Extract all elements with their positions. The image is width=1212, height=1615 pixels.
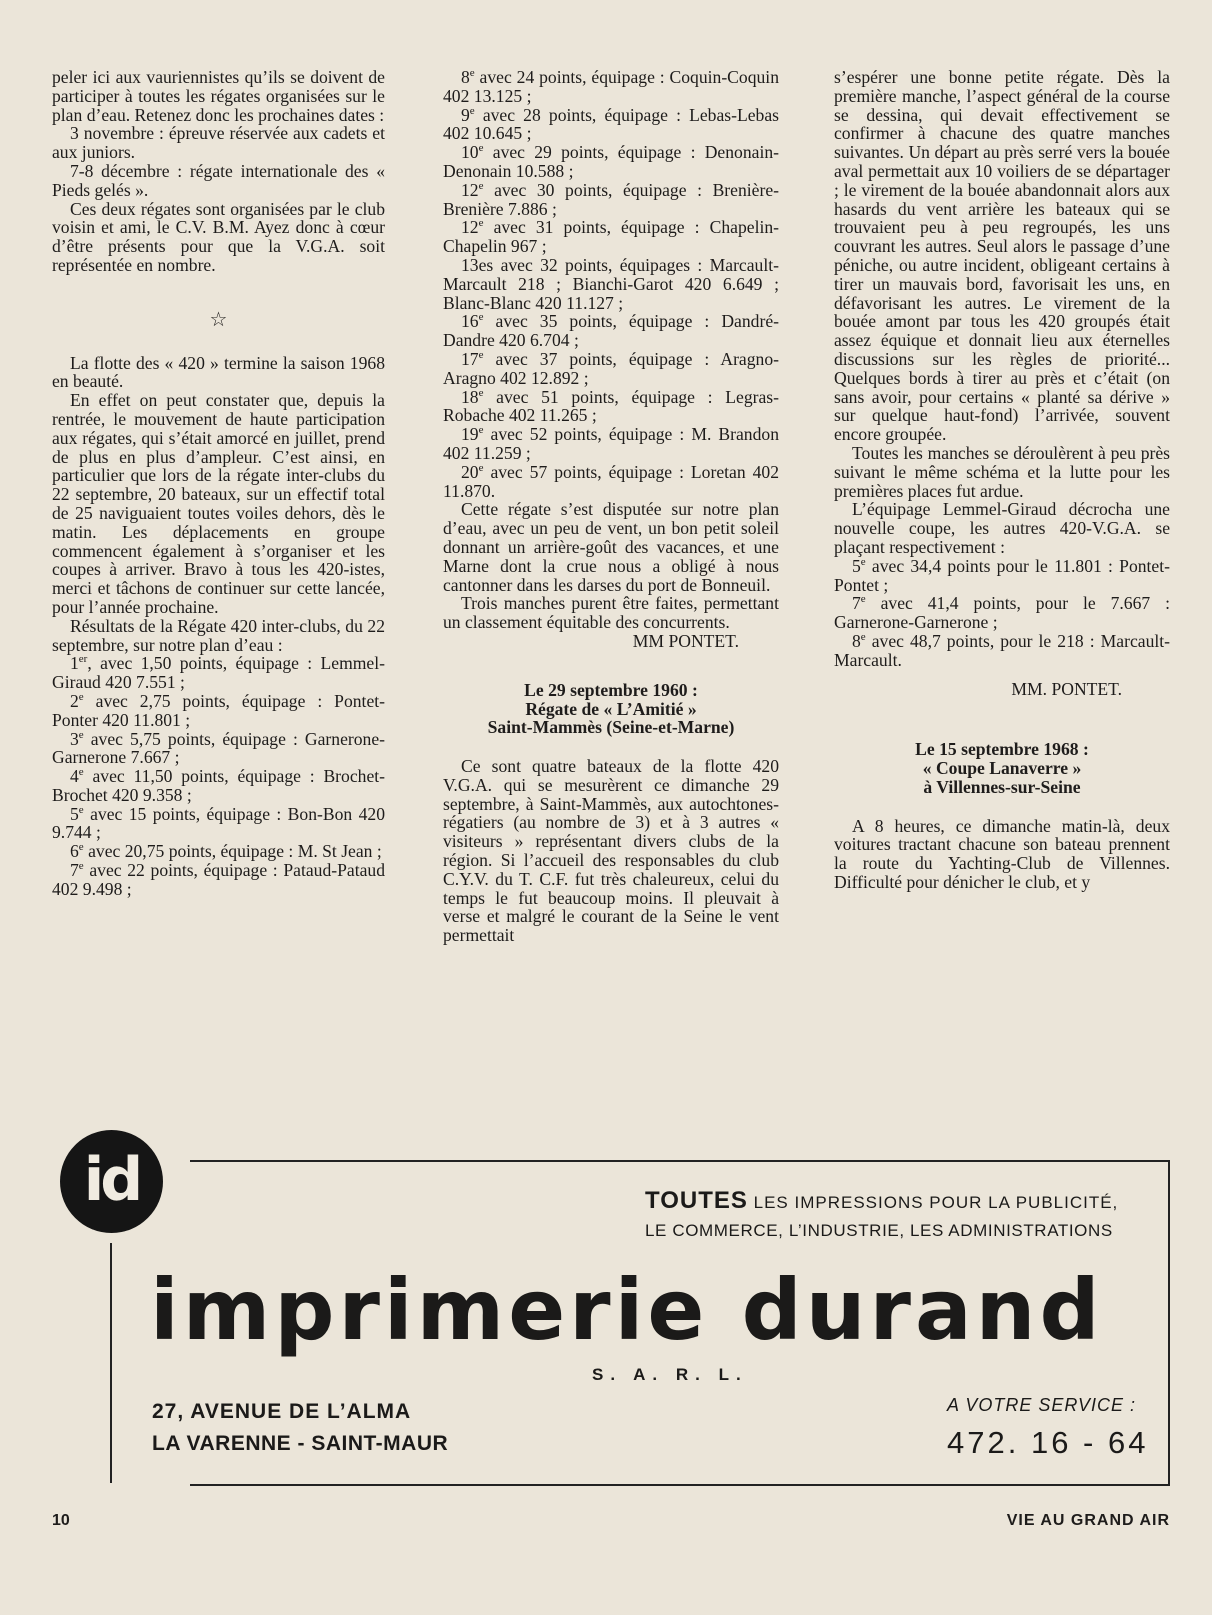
heading-line: « Coupe Lanaverre » — [922, 758, 1082, 779]
result-rank-suffix: e — [78, 803, 84, 816]
result-rank-suffix: e — [478, 179, 484, 192]
result-entry — [443, 143, 779, 181]
result-text: avec 22 points, équipage : Pataud-Pataud 402 9.498 ; — [52, 860, 385, 899]
article-column-3 — [834, 68, 1170, 892]
result-rank: 8 — [461, 67, 470, 87]
results-list — [443, 68, 779, 500]
page-number: 10 — [52, 1512, 70, 1529]
ad-tagline-strong: TOUTES — [645, 1187, 748, 1214]
company-type: S. A. R. L. — [592, 1365, 748, 1384]
result-rank-suffix: e — [78, 860, 84, 873]
paragraph: s’espérer une bonne petite régate. Dès la première manche, l’aspect général de la course se dessina, qui devait effectivement se confirmer à chacune des quatre manches suivantes. Un départ au près serré vers la bouée aval permettait aux 10 voiliers de se départager ; le virement de la bouée abandonnait alors aux hasards du vent arrière les bateaux qui se trouvaient peu à peu regroupés, les uns couvrant les autres. Seul alors le passage d’une péniche, ou autre incident, obligeant certains à tirer un mauvais bord, favorisait les uns, en défavorisant les autres. Le virement de la bouée amont par tous les 420 groupés était assez équique et donnait lieu aux éternelles discussions sur les règles de priorité... Quelques bords à tirer au près et c’était (on sans avoir, pour certains « planté sa dérive » sur quelque haut-fond) l’arrivée, souvent encore groupée. — [834, 67, 1170, 445]
heading-line: Le 29 septembre 1960 : — [524, 679, 698, 700]
result-text: avec 31 points, équipage : Chapelin-Chapelin 967 ; — [443, 217, 779, 257]
result-entry — [443, 350, 779, 388]
result-rank: 13es — [461, 254, 494, 275]
heading-line: Le 15 septembre 1968 : — [915, 739, 1089, 760]
result-rank: 5 — [852, 555, 861, 576]
result-rank: 1 — [70, 653, 79, 674]
paragraph: Ces deux régates sont organisées par le club voisin et ami, le C.V. B.M. Ayez donc à cœur d’être présents pour que la V.G.A. soit représentée en nombre. — [52, 198, 385, 275]
result-entry — [443, 388, 779, 426]
result-entry — [52, 767, 385, 805]
service-label: A VOTRE SERVICE : — [947, 1395, 1137, 1415]
result-entry — [443, 106, 779, 144]
paragraph: Ce sont quatre bateaux de la flotte 420 V.G.A. qui se mesurèrent ce dimanche 29 septembre, à Saint-Mammès, aux autochtones-régatiers (au nombre de 3) et à 3 autres « visiteurs » représentant divers clubs de la région. Si l’accueil des responsables du club C.Y.V. du T. C.F. fut très chaleureux, celui du temps le fut beaucoup moins. Il pleuvait à verse et malgré le courant de la Seine le vent permettait — [443, 756, 779, 946]
result-text: avec 20,75 points, équipage : M. St Jean ; — [83, 841, 382, 862]
result-rank: 12 — [461, 217, 479, 238]
result-rank: 3 — [70, 728, 79, 749]
result-rank-suffix: e — [478, 424, 484, 437]
result-rank-suffix: e — [78, 691, 84, 704]
result-text: avec 35 points, équipage : Dandré-Dandre 420 6.704 ; — [443, 311, 779, 351]
section-heading — [834, 740, 1170, 796]
ad-tagline-2: LE COMMERCE, L’INDUSTRIE, LES ADMINISTRATIONS — [645, 1221, 1113, 1240]
paragraph: 3 novembre : épreuve réservée aux cadets et aux juniors. — [52, 123, 385, 163]
paragraph: 7-8 décembre : régate internationale des « Pieds gelés ». — [52, 160, 385, 200]
paragraph: Trois manches purent être faites, permettant un classement équitable des concurrents. — [443, 593, 779, 633]
result-rank: 20 — [461, 461, 479, 482]
section-heading — [443, 681, 779, 737]
result-rank: 17 — [461, 348, 479, 369]
result-text: avec 57 points, équipage : Loretan 402 11.870. — [443, 461, 779, 501]
result-rank: 5 — [70, 803, 79, 824]
result-rank: 7 — [70, 860, 79, 881]
result-entry — [52, 842, 385, 861]
result-rank-suffix: e — [78, 728, 84, 741]
result-rank-suffix: e — [78, 841, 84, 854]
results-list — [52, 654, 385, 898]
result-rank: 12 — [461, 179, 479, 200]
result-text: avec 30 points, équipage : Brenière-Brenière 7.886 ; — [443, 179, 779, 219]
result-rank: 2 — [70, 690, 79, 711]
paragraph: L’équipage Lemmel-Giraud décrocha une nouvelle coupe, les autres 420-V.G.A. se plaçant respectivement : — [834, 499, 1170, 557]
result-rank: 6 — [70, 841, 79, 862]
result-text: avec 48,7 points, pour le 218 : Marcault-Marcault. — [834, 630, 1170, 670]
ad-tagline-rest: LES IMPRESSIONS POUR LA PUBLICITÉ, — [747, 1193, 1119, 1212]
heading-line: à Villennes-sur-Seine — [923, 776, 1081, 797]
result-rank-suffix: e — [860, 555, 866, 568]
heading-line: Régate de « L’Amitié » — [525, 698, 697, 719]
result-entry — [834, 594, 1170, 632]
result-text: avec 51 points, équipage : Legras-Robache 402 11.265 ; — [443, 386, 779, 426]
result-entry — [443, 463, 779, 501]
result-entry — [52, 654, 385, 692]
result-rank-suffix: e — [478, 461, 484, 474]
result-rank: 8 — [852, 630, 861, 651]
paragraph: Résultats de la Régate 420 inter-clubs, du 22 septembre, sur notre plan d’eau : — [52, 615, 385, 655]
advertisement-frame-edge — [110, 1243, 112, 1483]
result-rank: 16 — [461, 311, 479, 332]
paragraph: Toutes les manches se déroulèrent à peu près suivant le même schéma et la lutte pour les premières places fut ardue. — [834, 442, 1170, 501]
result-entry — [443, 256, 779, 312]
printer-logo: id — [60, 1130, 163, 1233]
result-text: avec 32 points, équipages : Marcault-Marcault 218 ; Bianchi-Garot 420 6.649 ; Blanc-Blanc 420 11.127 ; — [443, 254, 779, 313]
address-line-1: 27, AVENUE DE L’ALMA — [152, 1400, 412, 1423]
result-rank-suffix: er — [78, 653, 88, 666]
result-text: , avec 1,50 points, équipage : Lemmel-Giraud 420 7.551 ; — [52, 653, 385, 693]
heading-line: Saint-Mammès (Seine-et-Marne) — [487, 717, 735, 738]
result-text: avec 5,75 points, équipage : Garnerone-Garnerone 7.667 ; — [52, 728, 385, 768]
result-rank-suffix: e — [478, 217, 484, 230]
result-entry — [834, 557, 1170, 595]
result-rank-suffix: e — [860, 631, 866, 644]
result-text: avec 24 points, équipage : Coquin-Coquin 402 13.125 ; — [443, 67, 779, 106]
result-entry — [52, 861, 385, 899]
result-text: avec 11,50 points, équipage : Brochet-Brochet 420 9.358 ; — [52, 766, 385, 805]
result-text: avec 34,4 points pour le 11.801 : Pontet-Pontet ; — [834, 555, 1170, 595]
result-entry — [834, 632, 1170, 670]
result-text: avec 52 points, équipage : M. Brandon 402 11.259 ; — [443, 424, 779, 463]
result-entry — [443, 425, 779, 463]
result-rank: 10 — [461, 142, 479, 163]
signature: MM. PONTET. — [1011, 678, 1122, 699]
result-text: avec 29 points, équipage : Denonain-Denonain 10.588 ; — [443, 142, 779, 181]
ad-tagline-1 — [645, 1187, 1118, 1215]
result-rank-suffix: e — [478, 142, 484, 155]
result-text: avec 28 points, équipage : Lebas-Lebas 402 10.645 ; — [443, 104, 779, 144]
result-rank: 18 — [461, 386, 479, 407]
result-rank: 7 — [852, 593, 861, 614]
article-column-2 — [443, 68, 779, 945]
paragraph: Cette régate s’est disputée sur notre plan d’eau, avec un peu de vent, un bon petit soleil donnant un arrière-goût des vacances, et une Marne dont la crue nous a obligé à nous cantonner dans les darses du port de Bonneuil. — [443, 499, 779, 595]
paragraph: En effet on peut constater que, depuis la rentrée, le mouvement de haute participation aux régates, qui s’était amorcé en juillet, prend de plus en plus d’ampleur. C’est ainsi, en particulier que lors de la régate inter-clubs du 22 septembre, 20 bateaux, sur un effectif total de 25 naviguaient toutes voiles dehors, dès le matin. Les déplacements en groupe commencent également à s’organiser et les coupes à arriver. Bravo à tous les 420-istes, merci et tâchons de continuer sur cette lancée, pour l’année prochaine. — [52, 390, 385, 617]
result-entry — [52, 805, 385, 843]
result-entry — [443, 181, 779, 219]
address-line-2: LA VARENNE - SAINT-MAUR — [152, 1432, 449, 1455]
signature: MM PONTET. — [632, 630, 739, 651]
result-rank-suffix: e — [478, 386, 484, 399]
result-rank-suffix: e — [860, 593, 866, 606]
result-entry — [52, 730, 385, 768]
results-list — [834, 557, 1170, 670]
result-rank-suffix: e — [469, 67, 475, 80]
paragraph: A 8 heures, ce dimanche matin-là, deux voitures tractant chacune son bateau prennent la route du Yachting-Club de Villennes. Difficulté pour dénicher le club, et y — [834, 815, 1170, 893]
result-entry — [443, 218, 779, 256]
paragraph: La flotte des « 420 » termine la saison 1968 en beauté. — [52, 352, 385, 392]
article-column-1 — [52, 68, 385, 899]
result-entry — [443, 68, 779, 106]
result-rank: 4 — [70, 766, 79, 787]
company-name: imprimerie durand — [150, 1261, 1104, 1359]
result-text: avec 37 points, équipage : Aragno-Aragno 402 12.892 ; — [443, 348, 779, 388]
result-rank-suffix: e — [78, 766, 84, 779]
phone-number: 472. 16 - 64 — [947, 1425, 1149, 1460]
result-rank: 19 — [461, 424, 479, 445]
result-rank: 9 — [461, 104, 470, 125]
result-text: avec 15 points, équipage : Bon-Bon 420 9.744 ; — [52, 803, 385, 843]
result-entry — [443, 312, 779, 350]
result-entry — [52, 692, 385, 730]
magazine-title: VIE AU GRAND AIR — [1006, 1512, 1170, 1529]
result-rank-suffix: e — [478, 349, 484, 362]
star-separator-icon: ☆ — [209, 308, 228, 331]
result-rank-suffix: e — [469, 104, 475, 117]
paragraph: peler ici aux vauriennistes qu’ils se doivent de participer à toutes les régates organisées sur le plan d’eau. Retenez donc les prochaines dates : — [52, 67, 385, 125]
result-text: avec 2,75 points, équipage : Pontet-Ponter 420 11.801 ; — [52, 690, 385, 730]
result-text: avec 41,4 points, pour le 7.667 : Garnerone-Garnerone ; — [834, 593, 1170, 633]
result-rank-suffix: e — [478, 311, 484, 324]
